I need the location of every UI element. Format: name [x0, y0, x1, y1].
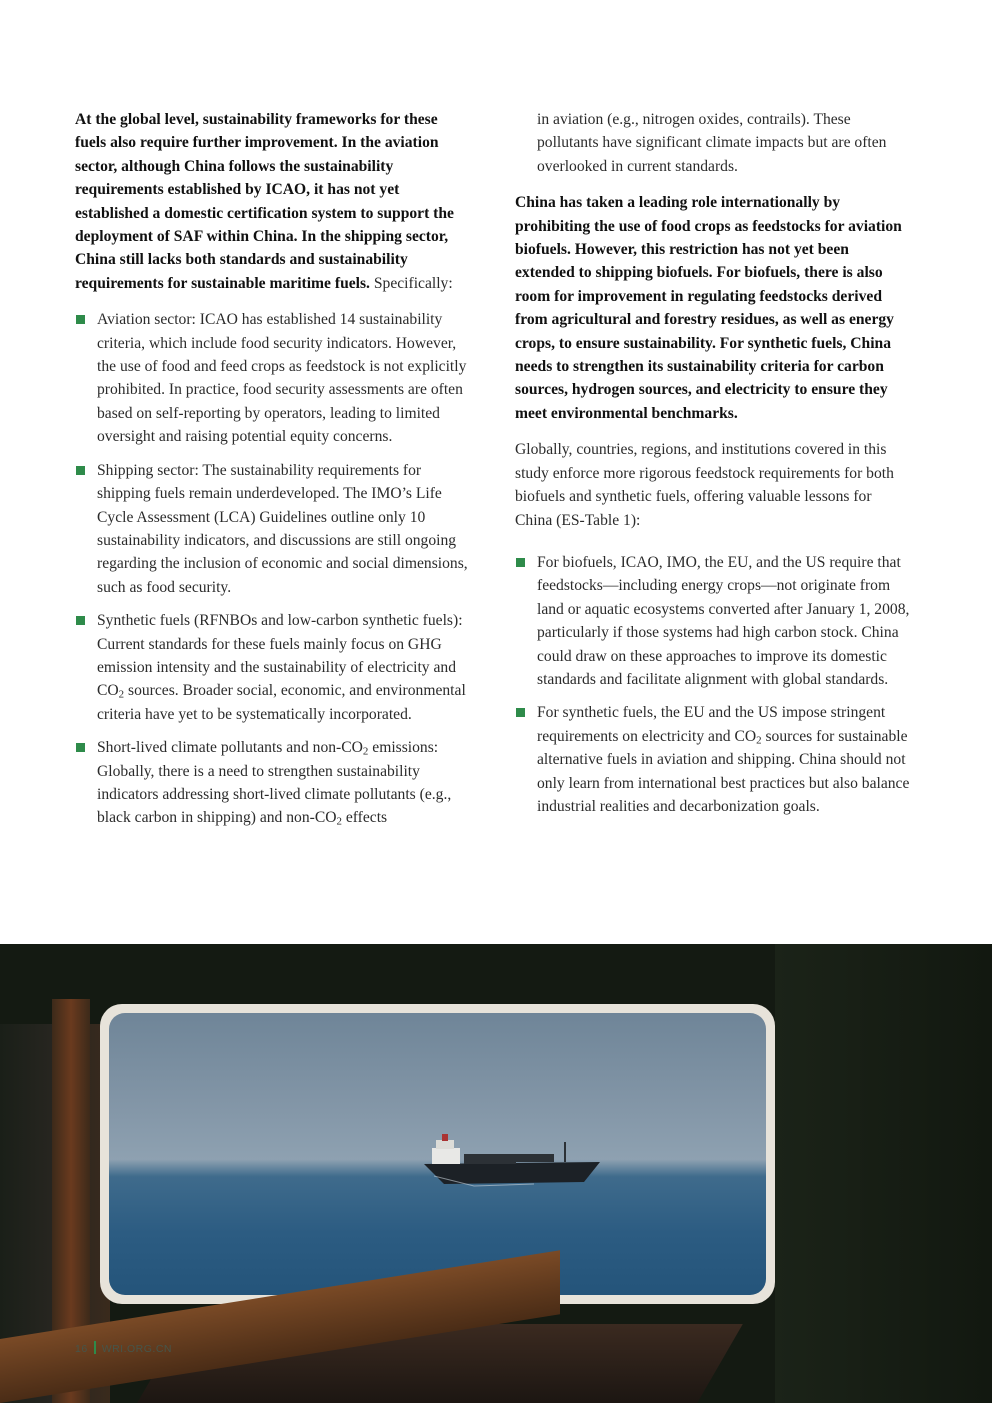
list-item — [515, 551, 911, 691]
square-bullet-icon — [76, 616, 85, 625]
intro-bold-text: At the global level, sustainability frameworks for these fuels also require further improvement. In the aviation sector, although China follows the sustainability requirements established by ICAO, it has not yet established a domestic certification system to support the deployment of SAF within China. In the shipping sector, China still lacks both standards and sustainability requirements for sustainable maritime fuels. — [75, 111, 454, 292]
subscript: 2 — [118, 689, 125, 702]
bullet-text: Short-lived climate pollutants and non-CO — [97, 739, 363, 757]
page-footer — [75, 1341, 172, 1355]
square-bullet-icon — [76, 743, 85, 752]
list-item — [75, 459, 471, 599]
sea-view — [109, 1013, 766, 1295]
bold-paragraph: China has taken a leading role internationally by prohibiting the use of food crops as feedstocks for aviation biofuels. However, this restriction has not yet been extended to shipping biofuels. For biofuels, there is also room for improvement in regulating feedstocks derived from agricultural and forestry residues, as well as energy crops, to ensure sustainability. For synthetic fuels, China needs to strengthen its sustainability criteria for carbon sources, hydrogen sources, and electricity to ensure they meet environmental benchmarks. — [515, 194, 902, 422]
subscript: 2 — [362, 745, 369, 758]
bullet-text: Aviation sector: ICAO has established 14 sustainability criteria, which include food security indicators. However, the use of food and feed crops as feedstock is not explicitly prohibited. In practice, food security assessments are often based on self-reporting by operators, leading to limited oversight and raising potential equity concerns. — [97, 311, 467, 446]
page-number: 16 — [75, 1343, 88, 1355]
bullet-text: For biofuels, ICAO, IMO, the EU, and the US require that feedstocks—including energy crops—not originate from land or aquatic ecosystems converted after January 1, 2008, particularly if those systems had high carbon stock. China could draw on these approaches to improve its domestic standards and facilitate alignment with global standards. — [537, 553, 910, 688]
list-item — [75, 609, 471, 726]
right-column — [515, 108, 911, 828]
left-bullet-list — [75, 308, 471, 830]
square-bullet-icon — [516, 708, 525, 717]
bullet-text: effects — [341, 809, 388, 827]
bullet-text: sources. Broader social, economic, and environmental criteria have yet to be systematically incorporated. — [97, 682, 466, 723]
subscript: 2 — [336, 816, 342, 829]
right-bullet-list — [515, 551, 911, 818]
list-item — [75, 308, 471, 448]
ship-window-photo — [0, 944, 992, 1403]
footer-site: WRI.ORG.CN — [101, 1343, 173, 1355]
square-bullet-icon — [76, 466, 85, 475]
cargo-ship-icon — [414, 1118, 604, 1188]
bullet-text: emissions: Globally, there is a need to strengthen sustainability indicators addressing short-lived climate pollutants (e.g., black carbon in shipping) and non-CO — [97, 739, 452, 827]
square-bullet-icon — [516, 558, 525, 567]
intro-rest-text: Specifically: — [369, 274, 453, 292]
list-item — [75, 736, 471, 830]
body-paragraph: Globally, countries, regions, and institutions covered in this study enforce more rigorous feedstock requirements for both biofuels and synthetic fuels, offering valuable lessons for China (ES-Table 1): — [515, 441, 894, 529]
bullet-text: For synthetic fuels, the EU and the US impose stringent requirements on electricity and CO — [537, 704, 886, 745]
left-column — [75, 108, 471, 840]
bullet-text: Shipping sector: The sustainability requirements for shipping fuels remain underdeveloped. The IMO’s Life Cycle Assessment (LCA) Guidelines outline only 10 sustainability indicators, and discussions are still ongoing regarding the inclusion of economic and social dimensions, such as food security. — [97, 461, 468, 596]
bullet-continuation: in aviation (e.g., nitrogen oxides, contrails). These pollutants have significant climate impacts but are often overlooked in current standards. — [537, 111, 887, 175]
intro-paragraph — [75, 108, 471, 295]
subscript: 2 — [756, 734, 762, 747]
bullet-text: Synthetic fuels (RFNBOs and low-carbon synthetic fuels): Current standards for these fuels mainly focus on GHG emission intensity and the sustainability of electricity and CO — [97, 612, 463, 700]
list-item — [515, 701, 911, 818]
cabin-dark-area — [775, 944, 992, 1403]
footer-divider — [94, 1341, 96, 1354]
bullet-text: sources for sustainable alternative fuels in aviation and shipping. China should not only learn from international best practices but also balance industrial realities and decarbonization goals. — [537, 727, 910, 815]
square-bullet-icon — [76, 315, 85, 324]
window-frame — [100, 1004, 775, 1304]
